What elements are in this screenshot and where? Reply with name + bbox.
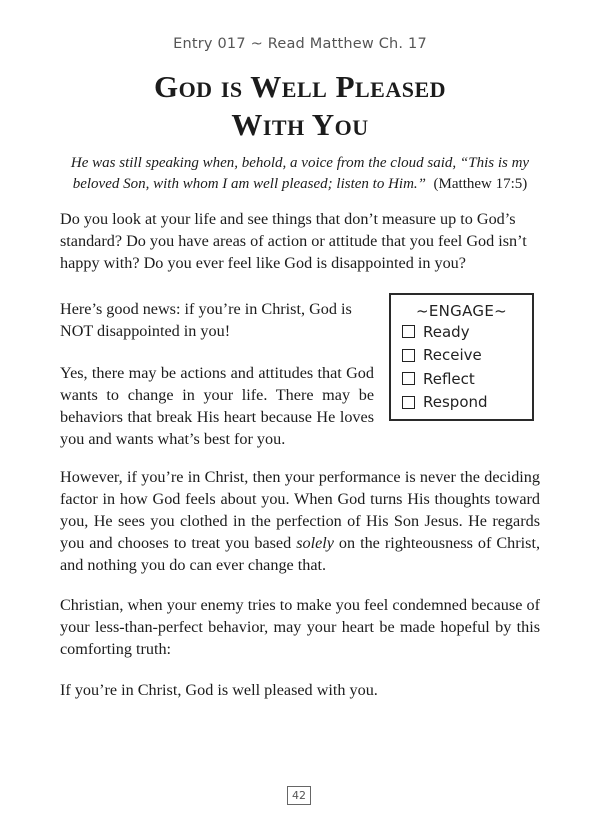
checkbox-icon[interactable] xyxy=(402,325,415,338)
engage-item-label: Ready xyxy=(423,322,470,341)
engage-item-ready[interactable] xyxy=(402,320,532,344)
checkbox-icon[interactable] xyxy=(402,396,415,409)
engage-item-receive[interactable] xyxy=(402,344,532,368)
verse-quote-line-2: beloved Son, with whom I am well pleased; listen to Him.” xyxy=(72,176,427,192)
engage-item-label: Reflect xyxy=(423,369,475,388)
emphasis-solely: solely xyxy=(296,534,334,552)
title-line-2: With You xyxy=(231,107,369,142)
engage-heading: ~ENGAGE~ xyxy=(416,302,507,320)
engage-item-label: Respond xyxy=(423,393,488,412)
paragraph-text: on the righteousness of Christ, and nothing you do can ever change that. xyxy=(60,534,540,574)
checkbox-icon[interactable] xyxy=(402,349,415,362)
paragraph-conclusion: If you’re in Christ, God is well pleased with you. xyxy=(60,681,378,699)
engage-item-reflect[interactable] xyxy=(402,367,532,391)
checkbox-icon[interactable] xyxy=(402,372,415,385)
paragraph-good-news: Here’s good news: if you’re in Christ, God is NOT disappointed in you! xyxy=(60,300,352,340)
page-title xyxy=(60,68,540,144)
scripture-verse xyxy=(50,153,550,195)
paragraph-performance xyxy=(60,466,540,576)
page-number: 42 xyxy=(287,786,311,805)
paragraph-enemy: Christian, when your enemy tries to make you feel condemned because of your less-than-perfect behavior, may your heart be made hopeful by this comforting truth: xyxy=(60,596,540,658)
engage-item-respond[interactable] xyxy=(402,391,532,415)
entry-header: Entry 017 ~ Read Matthew Ch. 17 xyxy=(173,36,427,52)
title-line-1: God is Well Pleased xyxy=(153,69,447,104)
engage-checklist xyxy=(389,293,534,421)
verse-quote-line-1: He was still speaking when, behold, a voice from the cloud said, “This is my xyxy=(70,155,530,171)
paragraph-intro: Do you look at your life and see things that don’t measure up to God’s standard? Do you have areas of action or attitude that you feel God isn’t happy with? Do you ever feel like God is disappointed in you? xyxy=(60,210,527,272)
verse-reference: (Matthew 17:5) xyxy=(433,176,528,192)
engage-item-label: Receive xyxy=(423,346,482,365)
paragraph-text: However, if you’re in Christ, then your performance is never the deciding factor in how God feels about you. When God turns His thoughts toward you, He sees you clothed in the perfection of His Son Jesus. He regards you and chooses to treat you based xyxy=(60,468,540,552)
paragraph-change: Yes, there may be actions and attitudes that God wants to change in your life. There may be behaviors that break His heart because He loves you and wants what’s best for you. xyxy=(60,364,374,448)
